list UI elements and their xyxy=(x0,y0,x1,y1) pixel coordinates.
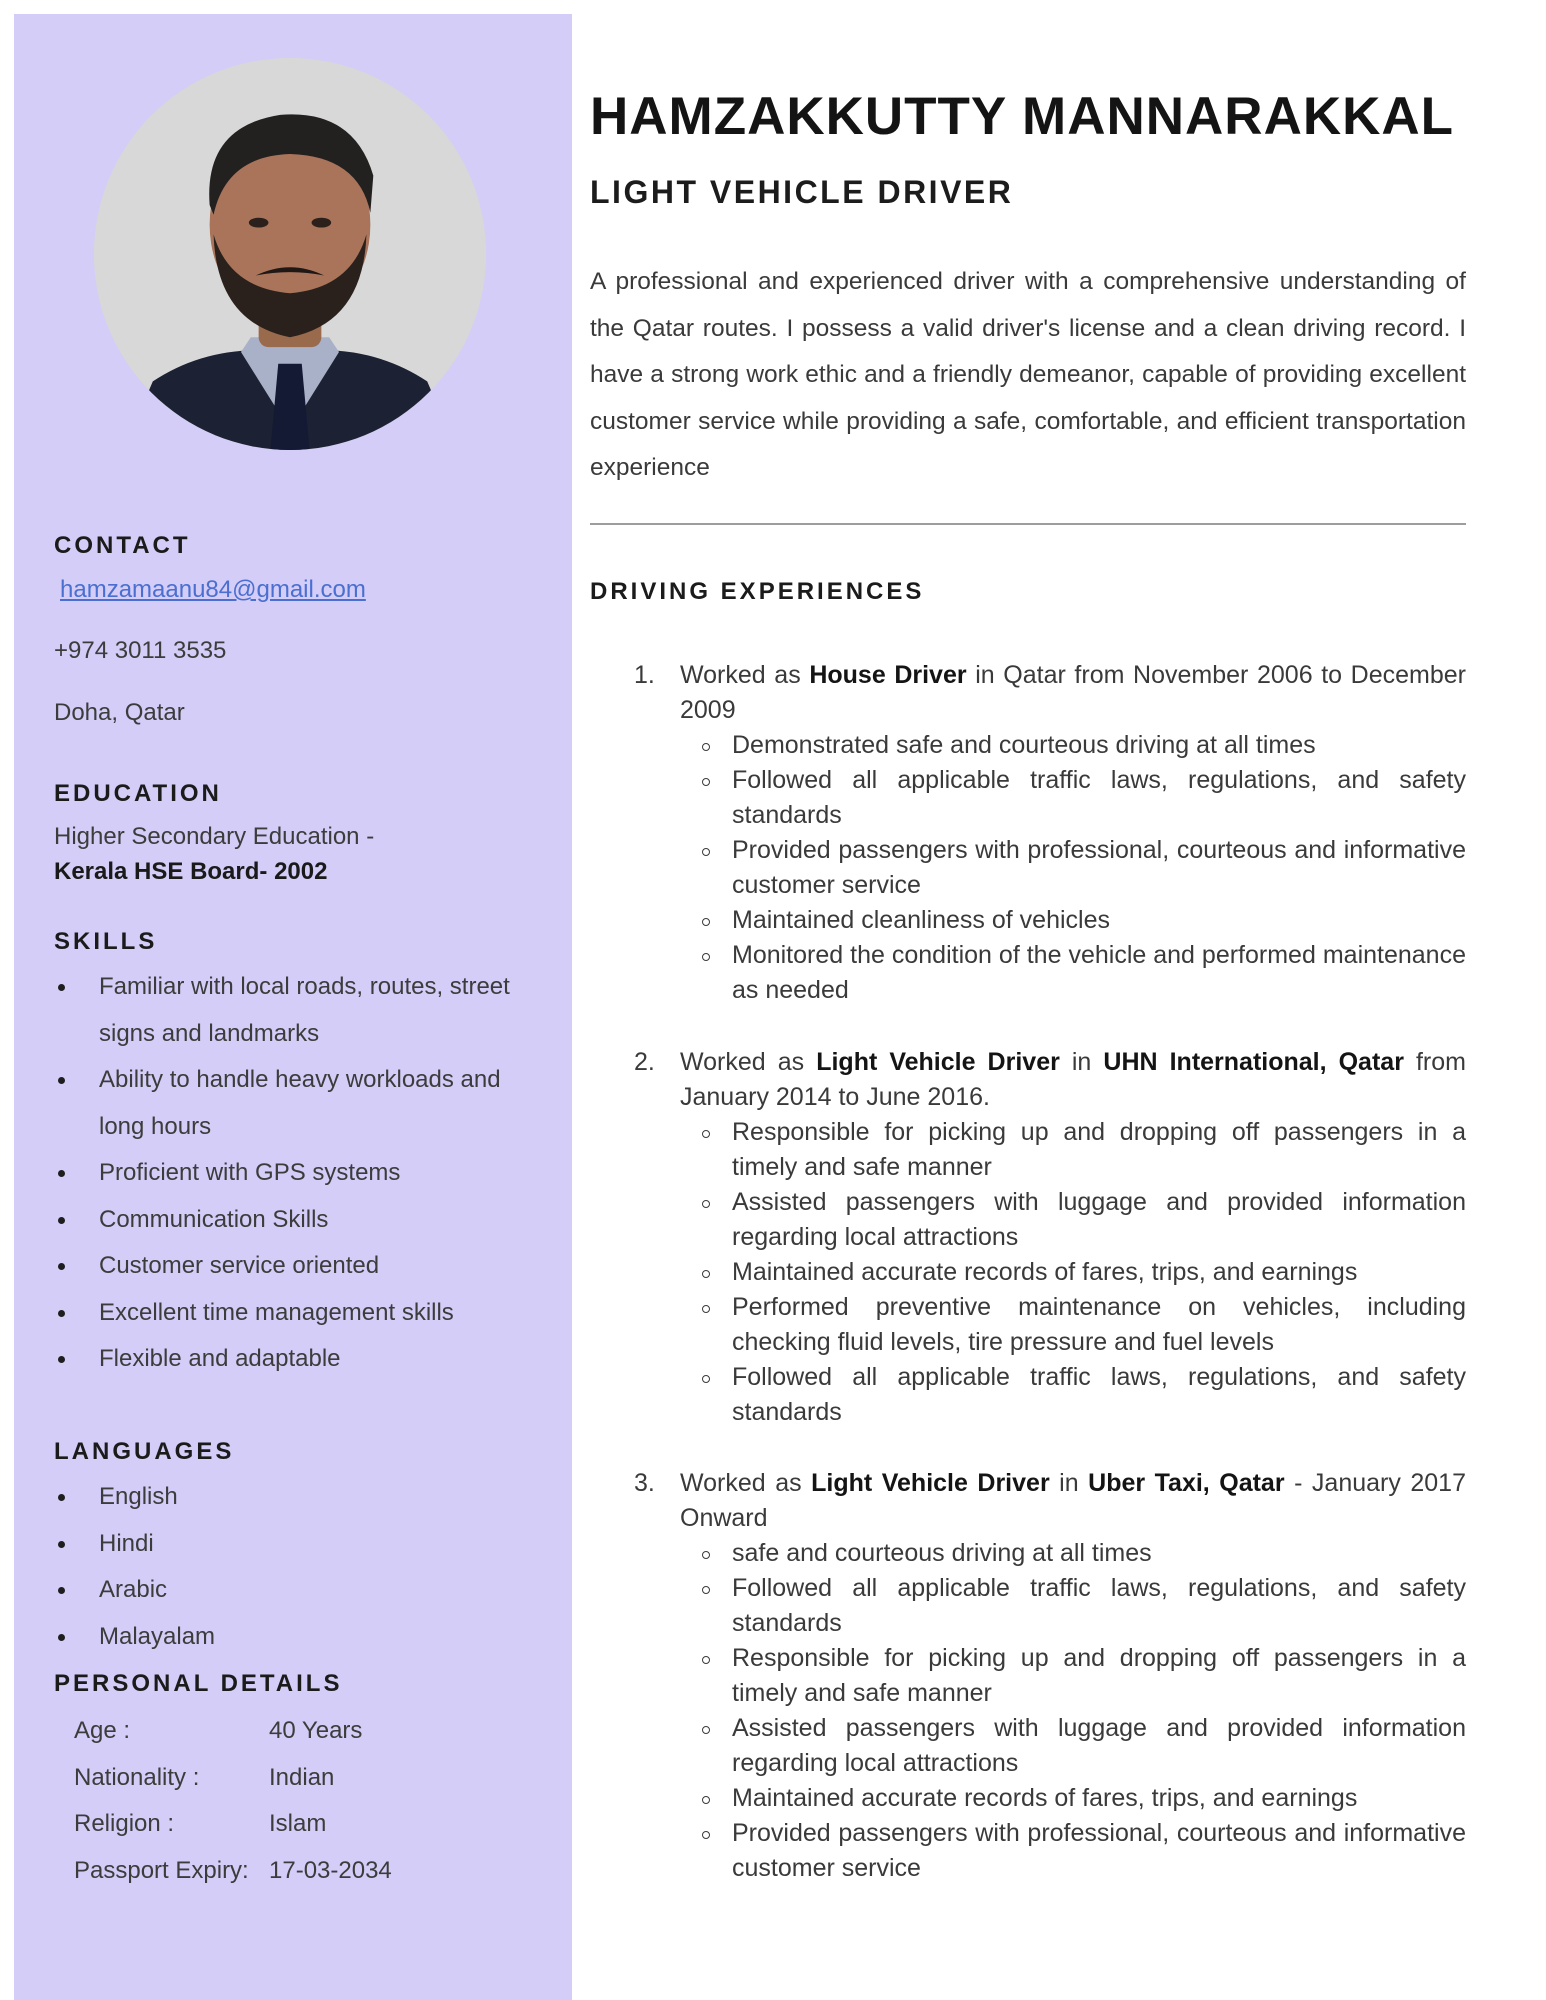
experience-number: 1. xyxy=(634,661,655,689)
experience-text: Worked as xyxy=(680,1469,812,1497)
experience-text: Worked as xyxy=(680,1048,817,1076)
languages-list xyxy=(54,1474,544,1660)
job-title: LIGHT VEHICLE DRIVER xyxy=(590,174,1014,210)
duty-item: Assisted passengers with luggage and provided information regarding local attractions xyxy=(732,1185,1466,1255)
experience-summary xyxy=(590,658,1466,728)
email-link[interactable]: hamzamaanu84@gmail.com xyxy=(60,576,366,603)
duty-item: Followed all applicable traffic laws, regulations, and safety standards xyxy=(732,763,1466,833)
detail-row-age xyxy=(74,1717,362,1745)
experience-company: UHN International, Qatar xyxy=(1103,1048,1404,1076)
detail-row-nationality xyxy=(74,1764,334,1792)
phone-number: +974 3011 3535 xyxy=(54,637,227,664)
profile-photo xyxy=(94,58,486,450)
detail-label: Age : xyxy=(74,1717,131,1744)
language-item: Malayalam xyxy=(54,1614,544,1661)
skill-item: Excellent time management skills xyxy=(54,1290,544,1337)
duties-list xyxy=(590,1536,1466,1886)
education-degree: Higher Secondary Education - xyxy=(54,823,375,850)
skill-item: Familiar with local roads, routes, street signs and landmarks xyxy=(54,964,544,1057)
duty-item: safe and courteous driving at all times xyxy=(732,1536,1466,1571)
duty-item: Demonstrated safe and courteous driving at all times xyxy=(732,728,1466,763)
personal-details-heading: PERSONAL DETAILS xyxy=(54,1670,343,1697)
education-board: Kerala HSE Board- 2002 xyxy=(54,858,328,885)
location-text: Doha, Qatar xyxy=(54,699,185,726)
experience-text: in xyxy=(1059,1048,1104,1076)
language-item: English xyxy=(54,1474,544,1521)
detail-value: Indian xyxy=(269,1764,335,1791)
section-divider xyxy=(590,523,1466,525)
skills-list xyxy=(54,964,544,1383)
duty-item: Monitored the condition of the vehicle and performed maintenance as needed xyxy=(732,938,1466,1008)
language-item: Arabic xyxy=(54,1567,544,1614)
experience-text: in xyxy=(1049,1469,1089,1497)
duty-item: Followed all applicable traffic laws, regulations, and safety standards xyxy=(732,1360,1466,1430)
duty-item: Maintained accurate records of fares, trips, and earnings xyxy=(732,1255,1466,1290)
experience-company: Uber Taxi, Qatar xyxy=(1088,1469,1285,1497)
experience-number: 2. xyxy=(634,1048,655,1076)
experience-summary xyxy=(590,1045,1466,1115)
experience-item xyxy=(590,658,1466,1008)
detail-row-religion xyxy=(74,1810,326,1838)
detail-value: 40 Years xyxy=(269,1717,363,1744)
profile-summary: A professional and experienced driver with a comprehensive understanding of the Qatar routes. I possess a valid driver's license and a clean driving record. I have a strong work ethic and a friendly demeanor, capable of providing excellent customer service while providing a safe, comfortable, and efficient transportation experience xyxy=(590,268,1466,481)
detail-value: Islam xyxy=(269,1810,327,1837)
experience-heading: DRIVING EXPERIENCES xyxy=(590,578,925,605)
skill-item: Proficient with GPS systems xyxy=(54,1150,544,1197)
duty-item: Provided passengers with professional, courteous and informative customer service xyxy=(732,833,1466,903)
duty-item: Responsible for picking up and dropping off passengers in a timely and safe manner xyxy=(732,1641,1466,1711)
duty-item: Maintained cleanliness of vehicles xyxy=(732,903,1466,938)
experience-dates: from January 2014 to June 2016. xyxy=(680,1048,1466,1111)
experience-item xyxy=(590,1045,1466,1430)
duties-list xyxy=(590,728,1466,1008)
experience-role: Light Vehicle Driver xyxy=(811,1469,1050,1497)
detail-label: Passport Expiry: xyxy=(74,1857,249,1884)
duty-item: Provided passengers with professional, courteous and informative customer service xyxy=(732,1816,1466,1886)
duty-item: Assisted passengers with luggage and provided information regarding local attractions xyxy=(732,1711,1466,1781)
education-heading: EDUCATION xyxy=(54,780,222,807)
candidate-name: HAMZAKKUTTY MANNARAKKAL xyxy=(590,87,1455,146)
skill-item: Ability to handle heavy workloads and long hours xyxy=(54,1057,544,1150)
experience-text: in Qatar from November 2006 to December 2009 xyxy=(680,661,1466,724)
skill-item: Communication Skills xyxy=(54,1197,544,1244)
detail-label: Religion : xyxy=(74,1810,175,1837)
detail-row-passport xyxy=(74,1857,392,1885)
contact-heading: CONTACT xyxy=(54,532,191,559)
experience-role: House Driver xyxy=(809,661,967,689)
portrait-image xyxy=(94,58,486,450)
experience-item xyxy=(590,1466,1466,1886)
duty-item: Followed all applicable traffic laws, regulations, and safety standards xyxy=(732,1571,1466,1641)
duty-item: Performed preventive maintenance on vehicles, including checking fluid levels, tire pressure and fuel levels xyxy=(732,1290,1466,1360)
duty-item: Responsible for picking up and dropping off passengers in a timely and safe manner xyxy=(732,1115,1466,1185)
detail-value: 17-03-2034 xyxy=(269,1857,392,1884)
detail-label: Nationality : xyxy=(74,1764,200,1791)
experience-text: Worked as xyxy=(680,661,810,689)
experience-dates: - January 2017 Onward xyxy=(680,1469,1466,1532)
experience-role: Light Vehicle Driver xyxy=(816,1048,1060,1076)
skill-item: Customer service oriented xyxy=(54,1243,544,1290)
experience-summary xyxy=(590,1466,1466,1536)
experience-number: 3. xyxy=(634,1469,655,1497)
skills-heading: SKILLS xyxy=(54,928,158,955)
duty-item: Maintained accurate records of fares, trips, and earnings xyxy=(732,1781,1466,1816)
language-item: Hindi xyxy=(54,1521,544,1568)
skill-item: Flexible and adaptable xyxy=(54,1336,544,1383)
duties-list xyxy=(590,1115,1466,1430)
languages-heading: LANGUAGES xyxy=(54,1438,235,1465)
